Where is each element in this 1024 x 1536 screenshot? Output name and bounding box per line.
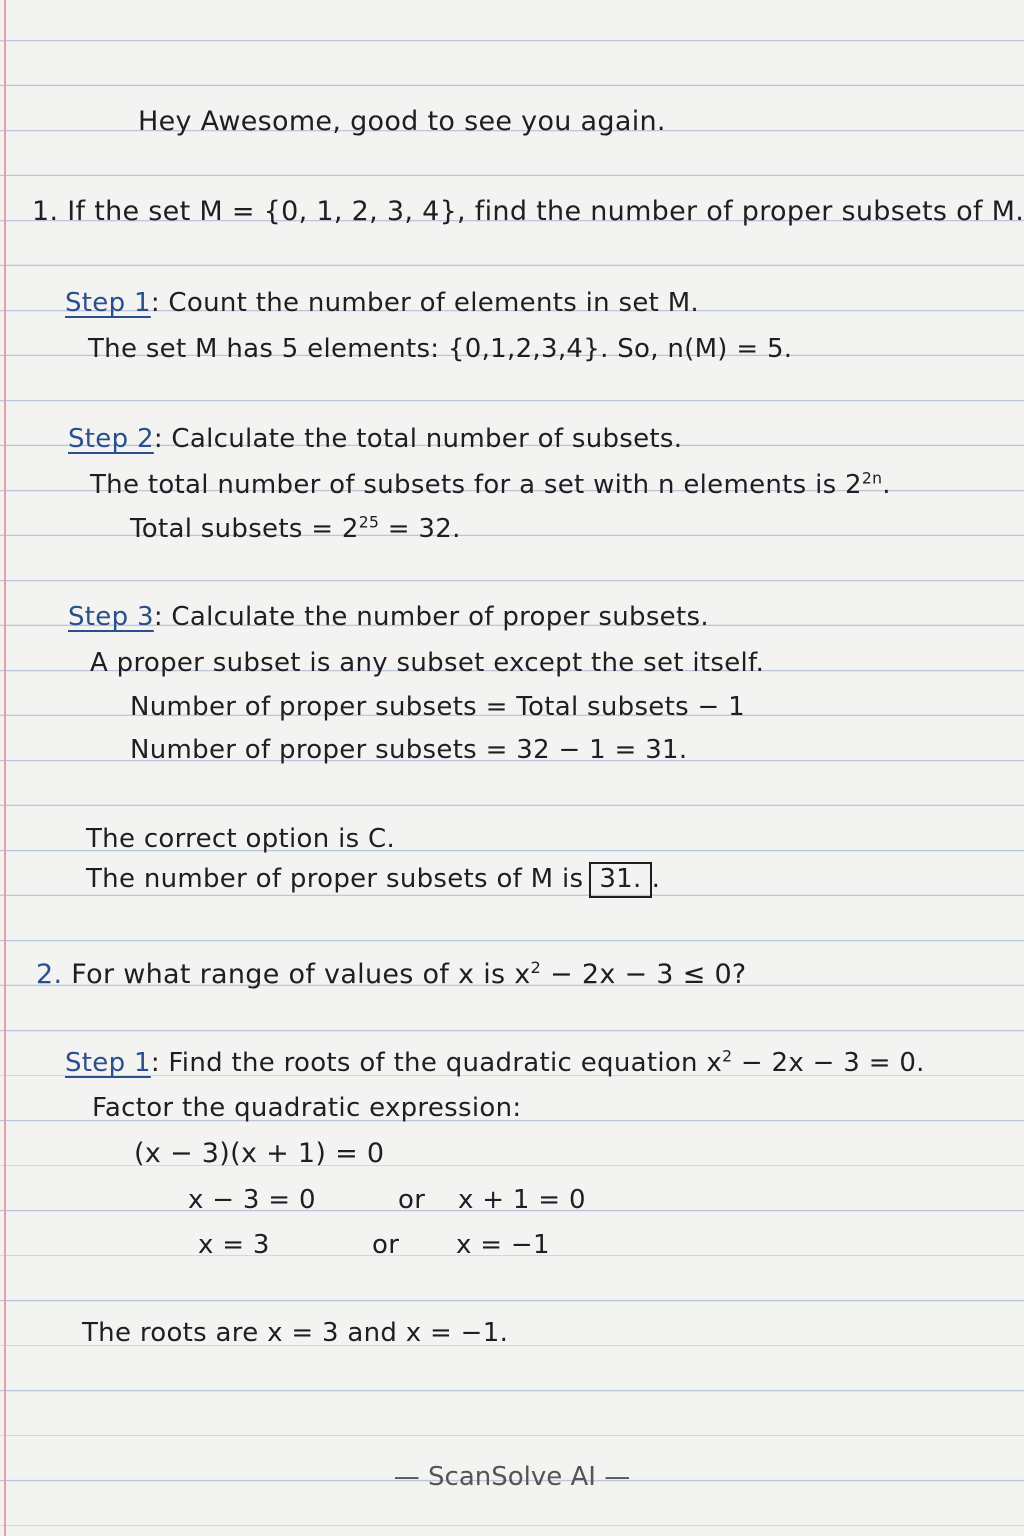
p2-step1-label: Step 1	[65, 1048, 151, 1078]
p2-step1-line1: Factor the quadratic expression:	[92, 1093, 522, 1123]
p1-step1-heading-text: : Count the number of elements in set M.	[150, 288, 699, 318]
p1-step3-line2: Number of proper subsets = Total subsets − 1	[130, 692, 745, 722]
p1-step3-line1: A proper subset is any subset except the set itself.	[90, 648, 765, 678]
problem-1-question	[32, 198, 1024, 225]
p1-step1-line1: The set M has 5 elements: {0,1,2,3,4}. So, n(M) = 5.	[88, 334, 793, 364]
p2-roots: The roots are x = 3 and x = −1.	[82, 1318, 509, 1348]
p2-step1-heading	[65, 1047, 925, 1078]
problem-2-exponent: 2	[530, 958, 542, 977]
p2-or-1: or	[398, 1185, 426, 1215]
p1-step1-label: Step 1	[65, 288, 151, 318]
p2-step1-exponent: 2	[722, 1047, 733, 1066]
p1-step2-line2	[130, 513, 461, 544]
p1-step3-heading-text: : Calculate the number of proper subsets.	[153, 602, 709, 632]
problem-2-number: 2.	[36, 959, 63, 990]
p1-step2-line2-text: Total subsets = 2	[130, 514, 359, 544]
p1-step2-line1-exponent: 2n	[861, 469, 883, 488]
p2-eq-right-1: x + 1 = 0	[458, 1185, 586, 1215]
p1-step2-line1-end: .	[882, 470, 891, 500]
p1-step2-line2-exponent: 25	[358, 513, 380, 532]
p2-eq-left-2: x = 3	[198, 1230, 270, 1260]
p1-step2-line1-text: The total number of subsets for a set with n elements is 2	[90, 470, 862, 500]
problem-2-text-end: − 2x − 3 ≤ 0?	[541, 959, 747, 990]
p1-step3-heading	[68, 604, 709, 630]
p2-factored: (x − 3)(x + 1) = 0	[134, 1138, 385, 1169]
problem-1-number: 1.	[32, 196, 59, 227]
problem-2-question	[36, 958, 747, 990]
p1-answer-end: .	[651, 864, 661, 894]
p2-step1-heading-end: − 2x − 3 = 0.	[732, 1048, 925, 1078]
p1-answer-text: The number of proper subsets of M is	[86, 864, 584, 894]
p1-step2-line2-end: = 32.	[379, 514, 461, 544]
p2-eq-right-2: x = −1	[456, 1230, 550, 1260]
p2-eq-left-1: x − 3 = 0	[188, 1185, 316, 1215]
p2-or-2: or	[372, 1230, 400, 1260]
p1-answer-box: 31.	[589, 862, 651, 898]
p2-step1-heading-text: : Find the roots of the quadratic equation x	[150, 1048, 723, 1078]
p1-step2-label: Step 2	[68, 424, 154, 454]
p1-answer-line	[86, 862, 660, 898]
problem-2-text: For what range of values of x is x	[71, 959, 531, 990]
problem-1-text: If the set M = {0, 1, 2, 3, 4}, find the number of proper subsets of M.	[67, 196, 1024, 227]
p1-step2-heading	[68, 426, 682, 452]
footer-brand: — ScanSolve AI —	[393, 1462, 631, 1492]
p1-step3-line3: Number of proper subsets = 32 − 1 = 31.	[130, 735, 688, 765]
p1-step3-label: Step 3	[68, 602, 154, 632]
greeting: Hey Awesome, good to see you again.	[138, 106, 666, 137]
margin-line	[4, 0, 6, 1536]
p1-correct-option: The correct option is C.	[86, 824, 396, 854]
p1-step2-heading-text: : Calculate the total number of subsets.	[153, 424, 683, 454]
p1-step1-heading	[65, 290, 699, 316]
p1-step2-line1	[90, 469, 891, 500]
